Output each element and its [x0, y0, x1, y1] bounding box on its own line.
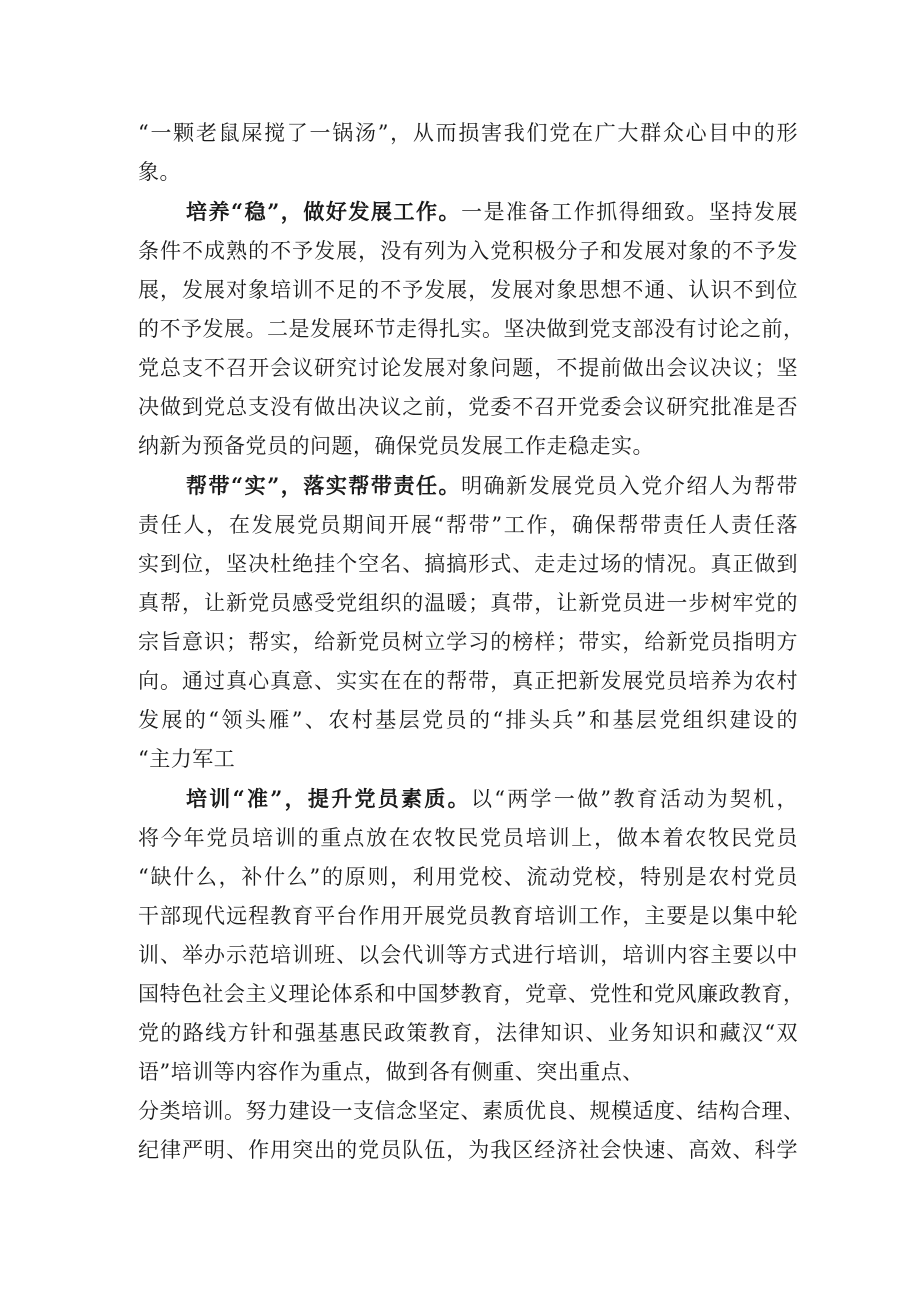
paragraph-line: 宗旨意识；帮实，给新党员树立学习的榜样；带实，给新党员指明方	[138, 630, 798, 654]
paragraph-line: 实到位，坚决杜绝挂个空名、搞搞形式、走走过场的情况。真正做到	[138, 552, 798, 576]
paragraph-heading: 培养“稳”，做好发展工作。	[186, 199, 462, 224]
paragraph-line: 纳新为预备党员的问题，确保党员发展工作走稳走实。	[138, 434, 654, 458]
paragraph-line: 纪律严明、作用突出的党员队伍，为我区经济社会快速、高效、科学	[138, 1138, 798, 1162]
paragraph-line: 象。	[138, 160, 181, 184]
paragraph-line: 的不予发展。二是发展环节走得扎实。坚决做到党支部没有讨论之前，	[138, 317, 805, 341]
paragraph-line: 责任人，在发展党员期间开展“帮带”工作，确保帮带责任人责任落	[138, 513, 798, 537]
paragraph-line: 党的路线方针和强基惠民政策教育，法律知识、业务知识和藏汉“双	[138, 1021, 798, 1045]
paragraph-line: 干部现代远程教育平台作用开展党员教育培训工作，主要是以集中轮	[138, 904, 798, 928]
paragraph-line: 真帮，让新党员感受党组织的温暖；真带，让新党员进一步树牢党的	[138, 591, 798, 615]
paragraph-line: 决做到党总支没有做出决议之前，党委不召开党委会议研究批准是否	[138, 395, 798, 419]
paragraph-line: 培训“准”，提升党员素质。以“两学一做”教育活动为契机，	[186, 786, 798, 811]
paragraph-line: 帮带“实”，落实帮带责任。明确新发展党员入党介绍人为帮带	[186, 473, 798, 498]
paragraph-line: 分类培训。努力建设一支信念坚定、素质优良、规模适度、结构合理、	[138, 1099, 805, 1123]
paragraph-line: “主力军工	[138, 747, 236, 771]
paragraph-line: “缺什么，补什么”的原则，利用党校、流动党校，特别是农村党员	[138, 865, 798, 889]
paragraph-heading: 培训“准”，提升党员素质。	[186, 786, 471, 811]
paragraph-line: 训、举办示范培训班、以会代训等方式进行培训，培训内容主要以中	[138, 943, 798, 967]
paragraph-line: 语”培训等内容作为重点，做到各有侧重、突出重点、	[138, 1060, 644, 1084]
paragraph-heading: 帮带“实”，落实帮带责任。	[186, 473, 462, 498]
paragraph-line: 向。通过真心真意、实实在在的帮带，真正把新发展党员培养为农村	[138, 669, 798, 693]
paragraph-line: 发展的“领头雁”、农村基层党员的“排头兵”和基层党组织建设的	[138, 708, 798, 732]
paragraph-line: 将今年党员培训的重点放在农牧民党员培训上，做本着农牧民党员	[138, 826, 798, 850]
paragraph-line: 展，发展对象培训不足的不予发展，发展对象思想不通、认识不到位	[138, 278, 798, 302]
paragraph-line: 培养“稳”，做好发展工作。一是准备工作抓得细致。坚持发展	[186, 199, 798, 224]
paragraph-line: 国特色社会主义理论体系和中国梦教育，党章、党性和党风廉政教育，	[138, 982, 805, 1006]
paragraph-line: “一颗老鼠屎搅了一锅汤”，从而损害我们党在广大群众心目中的形	[138, 121, 798, 145]
paragraph-line: 条件不成熟的不予发展，没有列为入党积极分子和发展对象的不予发	[138, 239, 798, 263]
paragraph-line: 党总支不召开会议研究讨论发展对象问题，不提前做出会议决议；坚	[138, 356, 798, 380]
